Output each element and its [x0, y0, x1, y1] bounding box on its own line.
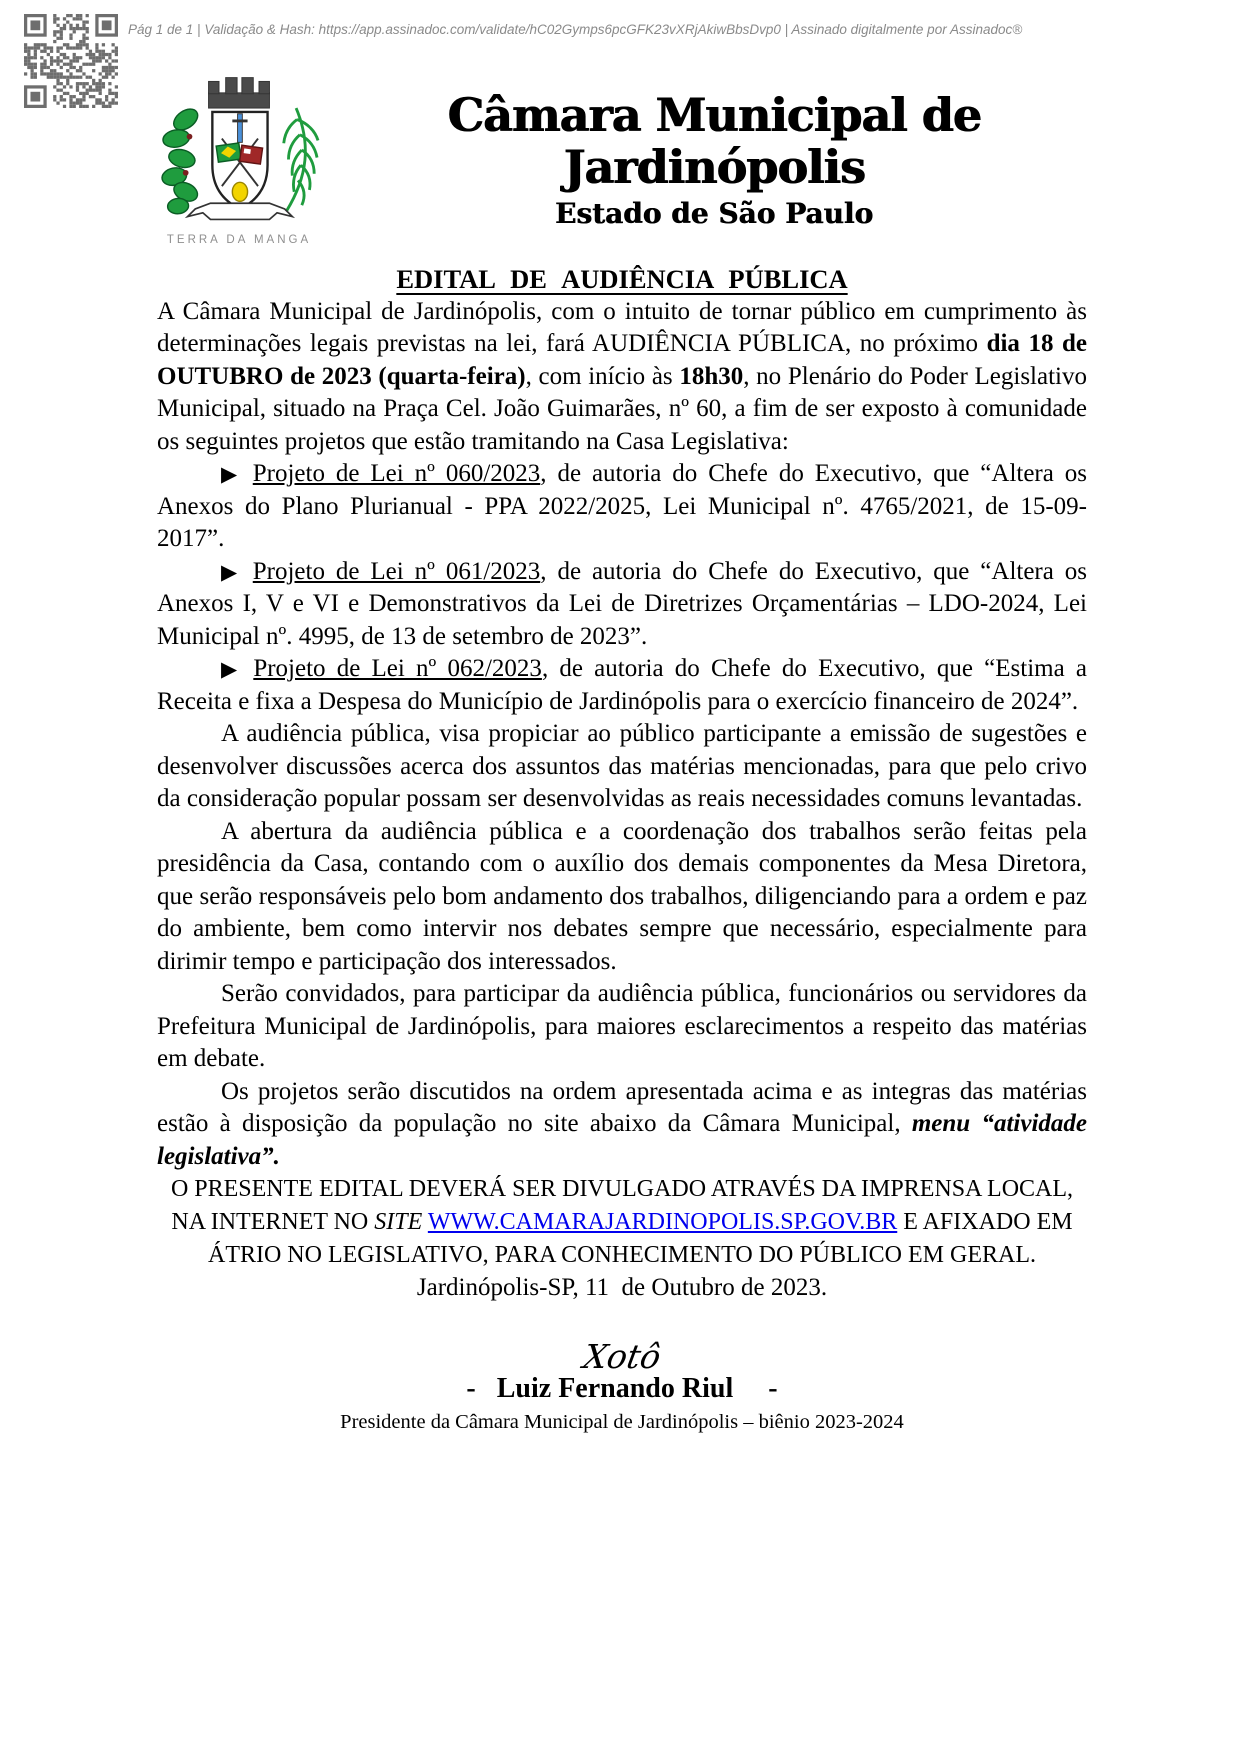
intro-paragraph	[157, 296, 1087, 459]
mango-fruit-icon	[232, 182, 247, 201]
coat-of-arms	[146, 70, 332, 246]
date-line: Jardinópolis-SP, 11 de Outubro de 2023.	[416, 1274, 828, 1301]
body-paragraph: A audiência pública, visa propiciar ao público participante a emissão de sugestões e desenvolver discussões acerca dos assuntos das matérias mencionadas, para que pelo crivo da consideração popular possam ser desenvolvidas as reais necessidades comuns levantadas.	[157, 720, 1087, 812]
state-flag-icon	[240, 145, 263, 164]
mural-crown-icon	[209, 78, 270, 108]
event-time: 18h30	[679, 362, 744, 390]
law-project-number: Projeto de Lei nº 062/2023	[253, 655, 542, 682]
menu-reference: menu “atividade legislativa”.	[157, 1110, 1087, 1170]
intro-text: , com início às	[525, 362, 680, 390]
validation-text: Pág 1 de 1 | Validação & Hash: https://app.assinadoc.com/validate/hC02Gymps6pcGFK23vXRjAkiwBbsDvp0 | Assinado digitalmente por Assinadoc®	[128, 22, 1023, 37]
mango-leaves-icon	[160, 105, 201, 215]
law-project-item	[157, 653, 1087, 718]
document-body	[157, 255, 1087, 1438]
qr-code-icon	[24, 14, 118, 108]
signer-name: - Luiz Fernando Riul -	[466, 1373, 778, 1404]
publication-notice	[157, 1173, 1087, 1272]
letterhead	[146, 70, 1096, 246]
body-text: Os projetos serão discutidos na ordem apresentada acima e as integras das matérias estão à disposição da população no site abaixo da Câmara Municipal,	[157, 1077, 1087, 1137]
event-date: dia 18 de OUTUBRO de 2023 (quarta-feira)	[157, 330, 1087, 390]
body-paragraph: A abertura da audiência pública e a coordenação dos trabalhos serão feitas pela presidência da Casa, contando com o auxílio dos demais componentes da Mesa Diretora, que serão responsáveis pelo bom andamento dos trabalhos, diligenciando para a ordem e paz do ambiente, bem como intervir nos debates sempre que necessário, especialmente para dirimir tempo e participação dos interessados.	[157, 817, 1087, 975]
bullet-arrow-icon: ▶	[221, 657, 243, 681]
state-name: Estado de São Paulo	[554, 197, 874, 231]
ribbon-banner-icon	[188, 203, 293, 219]
law-project-item	[157, 458, 1087, 556]
bullet-arrow-icon: ▶	[221, 462, 242, 486]
organization-name: Câmara Municipal de Jardinópolis	[447, 88, 981, 194]
intro-text: , no Plenário do Poder Legislativo Municipal, situado na Praça Cel. João Guimarães, nº 60, a fim de ser exposto à comunidade os seguintes projetos que estão tramitando na Casa Legislativa:	[157, 362, 1087, 455]
notice-text: O PRESENTE EDITAL DEVERÁ SER DIVULGADO ATRAVÉS DA IMPRENSA LOCAL, NA INTERNET NO	[170, 1176, 1074, 1235]
crest-motto: TERRA DA MANGA	[166, 234, 312, 246]
letterhead-titles	[332, 70, 1096, 230]
handwritten-signature: Xotô	[580, 1336, 664, 1376]
intro-text: A Câmara Municipal de Jardinópolis, com o intuito de tornar público em cumprimento às determinações legais previstas na lei, fará AUDIÊNCIA PÚBLICA, no próximo	[157, 297, 1087, 357]
document-title: EDITAL DE AUDIÊNCIA PÚBLICA	[396, 264, 848, 294]
site-link[interactable]: WWW.CAMARAJARDINOPOLIS.SP.GOV.BR	[427, 1209, 898, 1235]
law-project-item	[157, 556, 1087, 654]
law-project-number: Projeto de Lei nº 060/2023	[252, 460, 541, 487]
law-project-description: , de autoria do Chefe do Executivo, que “Altera os Anexos I, V e VI e Demonstrativos da Lei de Diretrizes Orçamentárias – LDO-2024, Lei Municipal nº. 4995, de 13 de setembro de 2023”.	[157, 557, 1087, 650]
body-paragraph	[157, 1076, 1087, 1174]
bullet-arrow-icon: ▶	[221, 559, 242, 584]
notice-text: E AFIXADO EM ÁTRIO NO LEGISLATIVO, PARA CONHECIMENTO DO PÚBLICO EM GERAL.	[207, 1209, 1073, 1268]
coat-of-arms-icon	[153, 70, 325, 228]
law-project-description: , de autoria do Chefe do Executivo, que “Estima a Receita e fixa a Despesa do Município de Jardinópolis para o exercício financeiro de 2024”.	[157, 655, 1088, 715]
palm-frond-icon	[284, 108, 318, 211]
law-project-number: Projeto de Lei nº 061/2023	[252, 557, 541, 585]
signer-title: Presidente da Câmara Municipal de Jardinópolis – biênio 2023-2024	[340, 1410, 904, 1433]
law-project-description: , de autoria do Chefe do Executivo, que “Altera os Anexos do Plano Plurianual - PPA 2022/2025, Lei Municipal nº. 4765/2021, de 15-09-2017”.	[157, 460, 1087, 552]
brazil-flag-icon	[216, 143, 241, 162]
body-paragraph: Serão convidados, para participar da audiência pública, funcionários ou servidores da Prefeitura Municipal de Jardinópolis, para maiores esclarecimentos a respeito das matérias em debate.	[157, 980, 1087, 1072]
site-word: SITE	[374, 1209, 423, 1235]
